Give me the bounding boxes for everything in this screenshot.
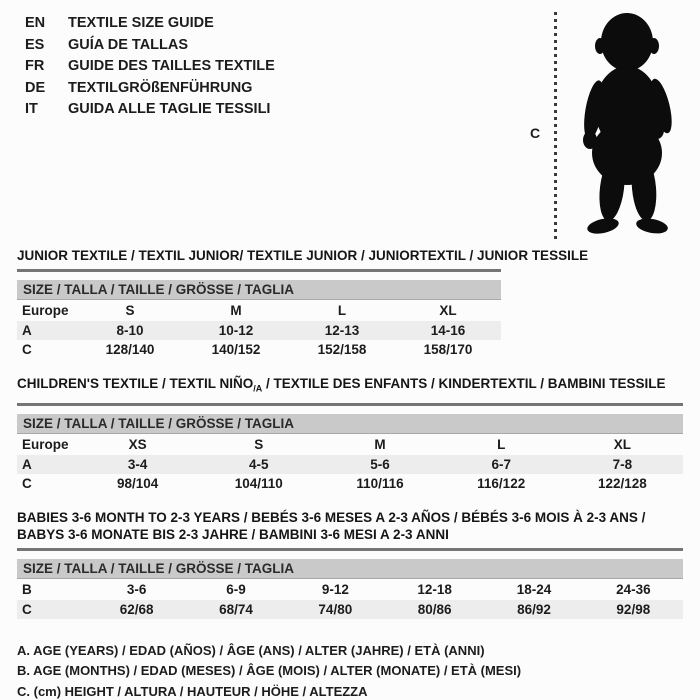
heading-text: CHILDREN'S TEXTILE / TEXTIL NIÑO — [17, 376, 254, 391]
table-cell: 9-12 — [321, 581, 349, 597]
footnote-b: B. AGE (MONTHS) / EDAD (MESES) / ÂGE (MOIS) / ALTER (MONATE) / ETÀ (MESI) — [17, 663, 522, 679]
language-list — [25, 13, 275, 121]
table-cell: 104/110 — [234, 475, 283, 491]
column-header-size: M — [230, 303, 242, 318]
table-cell: 68/74 — [219, 601, 253, 617]
table-cell: 86/92 — [517, 601, 551, 617]
language-title: GUÍA DE TALLAS — [68, 36, 189, 53]
table-cell: 12-13 — [324, 323, 360, 338]
junior-size-table — [17, 280, 683, 359]
babies-textile-section — [17, 509, 683, 619]
row-label: B — [22, 581, 32, 597]
table-cell: 10-12 — [218, 323, 254, 338]
table-header-row — [17, 300, 501, 321]
table-cell: 3-4 — [127, 456, 148, 472]
language-title: TEXTILGRÖßENFÜHRUNG — [68, 79, 253, 96]
table-cell: 92/98 — [616, 601, 651, 617]
baby-silhouette-image — [565, 8, 689, 244]
table-cell: 80/86 — [417, 601, 452, 617]
baby-figure — [523, 6, 695, 248]
language-title: TEXTILE SIZE GUIDE — [68, 15, 214, 31]
row-label: C — [22, 601, 32, 617]
language-title: GUIDE DES TAILLES TEXTILE — [68, 58, 275, 74]
column-header-size: M — [374, 436, 386, 452]
table-cell: 74/80 — [318, 601, 353, 617]
language-code: ES — [25, 36, 45, 53]
table-cell: 5-6 — [370, 456, 390, 472]
table-cell: 14-16 — [430, 323, 466, 338]
table-top-rule — [17, 269, 501, 272]
language-row-fr — [25, 56, 275, 78]
table-row-b — [17, 579, 683, 600]
table-cell: 110/116 — [356, 475, 404, 491]
table-header-row — [17, 434, 683, 455]
table-cell: 128/140 — [105, 342, 155, 357]
table-cell: 122/128 — [597, 475, 647, 491]
row-label: A — [22, 323, 32, 338]
heading-text: / TEXTILE DES ENFANTS / KINDERTEXTIL / BAMBINI TESSILE — [262, 376, 666, 391]
row-label: C — [22, 475, 32, 491]
language-code: IT — [25, 101, 38, 117]
table-cell: 18-24 — [516, 581, 552, 597]
row-label: C — [22, 342, 32, 357]
size-header-bar: SIZE / TALLA / TAILLE / GRÖSSE / TAGLIA — [17, 414, 683, 434]
childrens-textile-section — [17, 375, 683, 493]
language-code: DE — [25, 79, 46, 96]
footnotes — [17, 641, 683, 700]
column-header-size: XL — [439, 303, 457, 318]
column-header-size: L — [337, 303, 347, 318]
language-code: FR — [25, 58, 45, 74]
tables-content — [17, 247, 683, 700]
table-cell: 152/158 — [317, 342, 367, 357]
height-measure-label: C — [530, 125, 541, 141]
table-top-rule — [17, 403, 683, 406]
table-row-c — [17, 340, 501, 359]
section-heading-junior: JUNIOR TEXTILE / TEXTIL JUNIOR/ TEXTILE JUNIOR / JUNIORTEXTIL / JUNIOR TESSILE — [17, 248, 589, 263]
table-cell: 158/170 — [423, 342, 473, 357]
column-header-size: XL — [613, 436, 632, 452]
column-header-europe: Europe — [22, 436, 69, 452]
table-cell: 12-18 — [417, 581, 452, 597]
table-cell: 6-9 — [226, 581, 246, 597]
junior-textile-section — [17, 247, 683, 359]
table-cell: 3-6 — [126, 581, 147, 597]
heading-subscript: /A — [253, 383, 263, 394]
table-cell: 98/104 — [116, 475, 159, 491]
footnote-c: C. (cm) HEIGHT / ALTURA / HAUTEUR / HÖHE / ALTEZZA — [17, 683, 368, 699]
heading-line-2: BABYS 3-6 MONATE BIS 2-3 JAHRE / BAMBINI 3-6 MESI A 2-3 ANNI — [17, 526, 449, 542]
table-cell: 7-8 — [612, 456, 633, 472]
column-header-europe: Europe — [22, 303, 69, 318]
section-heading-babies — [17, 509, 683, 543]
table-cell: 24-36 — [616, 581, 651, 597]
table-row-a — [17, 321, 501, 340]
table-cell: 116/122 — [477, 475, 526, 491]
height-dotted-line — [554, 12, 557, 242]
table-row-c — [17, 474, 683, 493]
heading-line-1: BABIES 3-6 MONTH TO 2-3 YEARS / BEBÉS 3-6 MESES A 2-3 AÑOS / BÉBÉS 3-6 MOIS À 2-3 ANS / — [17, 509, 646, 525]
language-row-en — [25, 13, 275, 35]
language-row-de — [25, 78, 275, 100]
table-row-a — [17, 455, 683, 474]
table-cell: 62/68 — [119, 601, 154, 617]
size-header-bar: SIZE / TALLA / TAILLE / GRÖSSE / TAGLIA — [17, 559, 683, 579]
language-row-es — [25, 35, 275, 57]
footnote-a: A. AGE (YEARS) / EDAD (AÑOS) / ÂGE (ANS) / ALTER (JAHRE) / ETÀ (ANNI) — [17, 642, 485, 658]
table-top-rule — [17, 548, 683, 551]
size-header-bar: SIZE / TALLA / TAILLE / GRÖSSE / TAGLIA — [17, 280, 501, 300]
table-cell: 6-7 — [491, 456, 511, 472]
table-cell: 4-5 — [249, 456, 269, 472]
babies-size-table — [17, 559, 683, 619]
column-header-size: XS — [128, 436, 147, 452]
language-title: GUIDA ALLE TAGLIE TESSILI — [68, 101, 271, 117]
column-header-size: S — [125, 303, 135, 318]
language-row-it — [25, 99, 275, 121]
language-code: EN — [25, 15, 46, 31]
childrens-size-table — [17, 414, 683, 493]
table-cell: 8-10 — [116, 323, 144, 338]
section-heading-childrens — [17, 375, 683, 398]
row-label: A — [22, 456, 32, 472]
table-cell: 140/152 — [211, 342, 261, 357]
column-header-size: S — [254, 436, 264, 452]
table-row-c — [17, 600, 683, 619]
column-header-size: L — [497, 436, 506, 452]
